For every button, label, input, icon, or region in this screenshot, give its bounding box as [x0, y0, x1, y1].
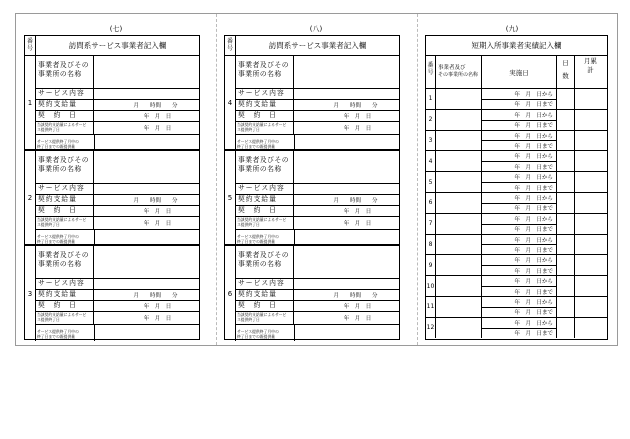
short-stay-provider-cell [436, 214, 482, 234]
short-stay-days-cell [557, 276, 575, 296]
short-stay-days-cell [557, 110, 575, 130]
provider-name-label [36, 151, 94, 183]
short-stay-row-number: 3 [426, 131, 436, 151]
short-stay-row [426, 109, 607, 130]
end-date-value [294, 312, 399, 324]
provider-name-label-line2: 事業所の名称 [38, 260, 82, 268]
service-value [94, 279, 199, 289]
start-date [482, 172, 556, 182]
short-stay-provider-cell [436, 131, 482, 151]
short-stay-days-header: 日数 [557, 56, 575, 88]
end-date-text: 年 月 日まで [514, 185, 553, 192]
short-stay-cumulative-cell [575, 255, 607, 275]
service-label [36, 184, 94, 194]
end-date-text: 年 月 日まで [514, 268, 553, 275]
end-date-label-text: 当該契約支給量によるサービス提供終了日 [37, 122, 87, 132]
end-date [482, 120, 556, 130]
value-text: 年 月 日 [343, 316, 372, 322]
short-stay-cumulative-cell [575, 151, 607, 171]
service-value [294, 89, 399, 99]
short-stay-row-number: 6 [426, 193, 436, 213]
start-date-text: 年 月 日から [514, 237, 553, 244]
end-date-text: 年 月 日まで [514, 143, 553, 150]
short-stay-provider-cell [436, 89, 482, 109]
short-stay-name-header-line2: その事業所の名称 [438, 72, 479, 78]
short-stay-row-number: 1 [426, 89, 436, 109]
provider-name-value [294, 246, 399, 278]
service-block [225, 246, 399, 341]
value-text: 年 月 日 [143, 209, 172, 215]
contract-amount-label [236, 195, 294, 205]
contract-amount-label-text: 契約支給量 [38, 195, 77, 203]
short-stay-row-number: 9 [426, 255, 436, 275]
short-stay-days-cell [557, 193, 575, 213]
service-label-text: サービス内容 [238, 279, 285, 287]
short-stay-cumulative-cell [575, 110, 607, 130]
short-stay-cumulative-cell [575, 89, 607, 109]
remaining-label-line1: サービス提供終了月中の [237, 234, 279, 239]
provider-name-value [94, 246, 199, 278]
start-date [482, 151, 556, 161]
short-stay-row-number: 7 [426, 214, 436, 234]
remaining-label-line2: 終了日までの既提供量 [37, 144, 75, 149]
value-text: 年 月 日 [343, 209, 372, 215]
contract-amount-value [94, 290, 199, 300]
short-stay-provider-cell [436, 172, 482, 192]
provider-name-value [94, 56, 199, 88]
short-stay-row [426, 171, 607, 192]
value-text: 年 月 日 [143, 126, 172, 132]
service-value [294, 279, 399, 289]
contract-amount-label-text: 契約支給量 [38, 290, 77, 298]
service-label-text: サービス内容 [238, 89, 285, 97]
end-date [482, 307, 556, 317]
value-text: 月 時間 分 [333, 103, 378, 109]
visit-service-panel [24, 35, 200, 340]
remaining-label-line2: 終了日までの既提供量 [237, 334, 275, 339]
short-stay-cumulative-cell [575, 297, 607, 317]
block-number: 1 [25, 56, 36, 149]
contract-date-label-text: 契 約 日 [38, 206, 77, 214]
value-text: 月 時間 分 [133, 103, 178, 109]
short-stay-provider-cell [436, 255, 482, 275]
contract-amount-label-text: 契約支給量 [238, 195, 277, 203]
service-label [236, 184, 294, 194]
short-stay-provider-cell [436, 110, 482, 130]
end-date-text: 年 月 日まで [514, 123, 553, 130]
start-date-text: 年 月 日から [514, 91, 553, 98]
short-stay-date-cell [482, 89, 557, 109]
short-stay-date-cell [482, 318, 557, 338]
panel-marker: (七) [109, 25, 123, 33]
remaining-label-line1: サービス提供終了月中の [37, 234, 79, 239]
short-stay-days-cell [557, 235, 575, 255]
row-divider [236, 229, 399, 230]
value-text: 年 月 日 [143, 304, 172, 310]
start-date [482, 276, 556, 286]
short-stay-title: 短期入所事業者実績記入欄 [471, 41, 562, 50]
remaining-divider [294, 230, 295, 246]
start-date [482, 235, 556, 245]
short-stay-row-number: 2 [426, 110, 436, 130]
service-block [225, 56, 399, 151]
end-date [482, 265, 556, 275]
contract-date-label [36, 301, 94, 311]
short-stay-row-number: 4 [426, 151, 436, 171]
start-date-text: 年 月 日から [514, 216, 553, 223]
contract-date-label [36, 111, 94, 121]
short-stay-cumulative-cell [575, 276, 607, 296]
short-stay-date-cell [482, 235, 557, 255]
short-stay-name-header-line1: 事業者及び [438, 65, 466, 71]
value-text: 年 月 日 [143, 316, 172, 322]
end-date-label [36, 312, 94, 324]
short-stay-row-number: 10 [426, 276, 436, 296]
short-stay-days-cell [557, 172, 575, 192]
short-stay-row [426, 317, 607, 338]
end-date-text: 年 月 日まで [514, 227, 553, 234]
remaining-label-line2: 終了日までの既提供量 [237, 239, 275, 244]
start-date [482, 214, 556, 224]
service-label [236, 89, 294, 99]
contract-amount-label-text: 契約支給量 [38, 100, 77, 108]
form-page [15, 13, 618, 346]
end-date-value [94, 122, 199, 134]
short-stay-days-cell [557, 318, 575, 338]
service-label [236, 279, 294, 289]
short-stay-row [426, 150, 607, 171]
start-date-text: 年 月 日から [514, 320, 553, 327]
start-date-text: 年 月 日から [514, 133, 553, 140]
service-value [94, 184, 199, 194]
service-label-text: サービス内容 [38, 184, 85, 192]
service-label-text: サービス内容 [238, 184, 285, 192]
service-label [36, 89, 94, 99]
end-date-text: 年 月 日まで [514, 206, 553, 213]
short-stay-cumulative-cell [575, 318, 607, 338]
number-header: 番号 [225, 36, 236, 55]
contract-amount-label [236, 290, 294, 300]
block-number: 5 [225, 151, 236, 244]
row-divider [236, 324, 399, 325]
short-stay-date-cell [482, 131, 557, 151]
end-date-value [294, 122, 399, 134]
end-date [482, 161, 556, 171]
end-date-value [94, 217, 199, 229]
visit-service-panel [224, 35, 400, 340]
value-text: 年 月 日 [343, 304, 372, 310]
provider-name-label-line1: 事業者及びその [238, 156, 290, 164]
short-stay-row [426, 296, 607, 317]
end-date [482, 224, 556, 234]
contract-date-label-text: 契 約 日 [38, 301, 77, 309]
end-date [482, 99, 556, 109]
block-number: 6 [225, 246, 236, 341]
service-value [294, 184, 399, 194]
short-stay-date-cell [482, 255, 557, 275]
short-stay-days-cell [557, 214, 575, 234]
short-stay-row [426, 275, 607, 296]
end-date-text: 年 月 日まで [514, 247, 553, 254]
short-stay-provider-cell [436, 235, 482, 255]
block-number: 3 [25, 246, 36, 341]
short-stay-cumulative-cell [575, 172, 607, 192]
end-date-label-text: 当該契約支給量によるサービス提供終了日 [37, 312, 87, 322]
short-stay-days-cell [557, 151, 575, 171]
short-stay-date-cell [482, 276, 557, 296]
service-block [25, 151, 199, 246]
value-text: 年 月 日 [343, 114, 372, 120]
start-date-text: 年 月 日から [514, 299, 553, 306]
provider-name-label-line2: 事業所の名称 [238, 260, 282, 268]
start-date [482, 193, 556, 203]
short-stay-days-cell [557, 131, 575, 151]
short-stay-date-cell [482, 193, 557, 213]
start-date-text: 年 月 日から [514, 175, 553, 182]
provider-name-label-line2: 事業所の名称 [238, 70, 282, 78]
service-block [25, 246, 199, 341]
provider-name-label-line1: 事業者及びその [38, 61, 90, 69]
contract-amount-label-text: 契約支給量 [238, 100, 277, 108]
panel-title: 訪問系サービス事業者記入欄 [268, 41, 367, 50]
contract-date-value [294, 301, 399, 311]
short-stay-provider-cell [436, 151, 482, 171]
short-stay-date-cell [482, 151, 557, 171]
contract-amount-value [94, 195, 199, 205]
number-header: 番号 [25, 36, 36, 55]
provider-name-label-line2: 事業所の名称 [238, 165, 282, 173]
remaining-label-line1: サービス提供終了月中の [37, 329, 79, 334]
remaining-label-line1: サービス提供終了月中の [237, 329, 279, 334]
short-stay-number-header: 番号 [426, 56, 436, 88]
panel-title: 訪問系サービス事業者記入欄 [68, 41, 167, 50]
contract-amount-value [94, 100, 199, 110]
end-date [482, 140, 556, 150]
short-stay-row-number: 11 [426, 297, 436, 317]
short-stay-cumulative-cell [575, 235, 607, 255]
short-stay-date-cell [482, 172, 557, 192]
value-text: 年 月 日 [143, 114, 172, 120]
panel-marker: (八) [309, 25, 323, 33]
end-date-label [236, 312, 294, 324]
end-date-text: 年 月 日まで [514, 102, 553, 109]
start-date-text: 年 月 日から [514, 195, 553, 202]
service-label-text: サービス内容 [38, 89, 85, 97]
short-stay-row [426, 130, 607, 151]
short-stay-row [426, 234, 607, 255]
short-stay-row-number: 12 [426, 318, 436, 338]
end-date-text: 年 月 日まで [514, 331, 553, 338]
remaining-label-line2: 終了日までの既提供量 [237, 144, 275, 149]
service-block [225, 151, 399, 246]
provider-name-value [294, 56, 399, 88]
contract-date-value [94, 111, 199, 121]
remaining-divider [294, 325, 295, 341]
short-stay-title-row [426, 36, 607, 56]
contract-date-label-text: 契 約 日 [38, 111, 77, 119]
remaining-divider [94, 135, 95, 151]
remaining-label-line1: サービス提供終了月中の [237, 139, 279, 144]
end-date-label [36, 217, 94, 229]
start-date [482, 131, 556, 141]
end-date-text: 年 月 日まで [514, 289, 553, 296]
end-date [482, 203, 556, 213]
short-stay-date-cell [482, 214, 557, 234]
end-date-label-text: 当該契約支給量によるサービス提供終了日 [237, 312, 287, 322]
panel-header [225, 36, 399, 56]
contract-date-label [36, 206, 94, 216]
start-date-text: 年 月 日から [514, 154, 553, 161]
end-date-label-text: 当該契約支給量によるサービス提供終了日 [237, 122, 287, 132]
panel-divider [417, 14, 418, 345]
remaining-label [236, 329, 294, 349]
short-stay-row [426, 88, 607, 109]
remaining-label-line2: 終了日までの既提供量 [37, 239, 75, 244]
value-text: 年 月 日 [343, 221, 372, 227]
short-stay-provider-cell [436, 318, 482, 338]
contract-date-label [236, 301, 294, 311]
start-date [482, 318, 556, 328]
short-stay-row [426, 213, 607, 234]
short-stay-cumulative-cell [575, 214, 607, 234]
end-date-value [294, 217, 399, 229]
contract-amount-label [36, 100, 94, 110]
contract-date-label-text: 契 約 日 [238, 111, 277, 119]
contract-amount-value [294, 100, 399, 110]
row-divider [236, 134, 399, 135]
end-date-label [236, 217, 294, 229]
contract-date-value [94, 301, 199, 311]
end-date-value [94, 312, 199, 324]
remaining-divider [94, 230, 95, 246]
short-stay-row [426, 254, 607, 275]
value-text: 月 時間 分 [133, 198, 178, 204]
provider-name-label-line1: 事業者及びその [238, 61, 290, 69]
contract-date-label [236, 206, 294, 216]
service-value [94, 89, 199, 99]
end-date-text: 年 月 日まで [514, 164, 553, 171]
end-date-label-text: 当該契約支給量によるサービス提供終了日 [237, 217, 287, 227]
short-stay-days-cell [557, 297, 575, 317]
end-date-label [236, 122, 294, 134]
short-stay-days-cell [557, 255, 575, 275]
contract-amount-label [236, 100, 294, 110]
short-stay-panel [425, 35, 608, 340]
provider-name-label-line1: 事業者及びその [38, 156, 90, 164]
value-text: 月 時間 分 [133, 293, 178, 299]
contract-amount-value [294, 290, 399, 300]
short-stay-name-header [436, 56, 482, 88]
contract-amount-label-text: 契約支給量 [238, 290, 277, 298]
start-date [482, 297, 556, 307]
row-divider [36, 134, 199, 135]
provider-name-label [236, 56, 294, 88]
service-label [36, 279, 94, 289]
block-number: 2 [25, 151, 36, 244]
short-stay-provider-cell [436, 193, 482, 213]
provider-name-label [236, 151, 294, 183]
provider-name-label-line2: 事業所の名称 [38, 70, 82, 78]
end-date [482, 328, 556, 338]
value-text: 月 時間 分 [333, 198, 378, 204]
start-date-text: 年 月 日から [514, 279, 553, 286]
provider-name-label [36, 56, 94, 88]
contract-amount-value [294, 195, 399, 205]
short-stay-days-cell [557, 89, 575, 109]
remaining-label [36, 329, 94, 349]
value-text: 年 月 日 [343, 126, 372, 132]
short-stay-provider-cell [436, 297, 482, 317]
start-date [482, 89, 556, 99]
end-date-text: 年 月 日まで [514, 310, 553, 317]
remaining-divider [94, 325, 95, 341]
short-stay-cumulative-cell [575, 131, 607, 151]
contract-amount-label [36, 290, 94, 300]
value-text: 年 月 日 [143, 221, 172, 227]
end-date [482, 244, 556, 254]
block-number: 4 [225, 56, 236, 149]
short-stay-date-header: 実施日 [482, 56, 557, 88]
row-divider [36, 229, 199, 230]
short-stay-row-number: 8 [426, 235, 436, 255]
start-date [482, 255, 556, 265]
short-stay-row [426, 192, 607, 213]
remaining-divider [294, 135, 295, 151]
short-stay-cumulative-cell [575, 193, 607, 213]
contract-amount-label [36, 195, 94, 205]
short-stay-provider-cell [436, 276, 482, 296]
provider-name-value [294, 151, 399, 183]
provider-name-label [36, 246, 94, 278]
panel-header [25, 36, 199, 56]
start-date-text: 年 月 日から [514, 258, 553, 265]
contract-date-value [294, 206, 399, 216]
end-date-label [36, 122, 94, 134]
end-date [482, 286, 556, 296]
short-stay-cumulative-header: 月累計 [584, 57, 597, 74]
panel-divider [216, 14, 217, 345]
provider-name-label-line2: 事業所の名称 [38, 165, 82, 173]
start-date-text: 年 月 日から [514, 112, 553, 119]
remaining-label-line2: 終了日までの既提供量 [37, 334, 75, 339]
short-stay-date-cell [482, 110, 557, 130]
short-stay-date-cell [482, 297, 557, 317]
short-stay-row-number: 5 [426, 172, 436, 192]
end-date-label-text: 当該契約支給量によるサービス提供終了日 [37, 217, 87, 227]
service-label-text: サービス内容 [38, 279, 85, 287]
provider-name-label-line1: 事業者及びその [38, 251, 90, 259]
provider-name-label [236, 246, 294, 278]
remaining-label-line1: サービス提供終了月中の [37, 139, 79, 144]
end-date [482, 182, 556, 192]
row-divider [36, 324, 199, 325]
contract-date-label-text: 契 約 日 [238, 301, 277, 309]
provider-name-value [94, 151, 199, 183]
start-date [482, 110, 556, 120]
contract-date-label [236, 111, 294, 121]
contract-date-label-text: 契 約 日 [238, 206, 277, 214]
provider-name-label-line1: 事業者及びその [238, 251, 290, 259]
value-text: 月 時間 分 [333, 293, 378, 299]
contract-date-value [294, 111, 399, 121]
service-block [25, 56, 199, 151]
panel-marker: (九) [505, 25, 519, 33]
contract-date-value [94, 206, 199, 216]
